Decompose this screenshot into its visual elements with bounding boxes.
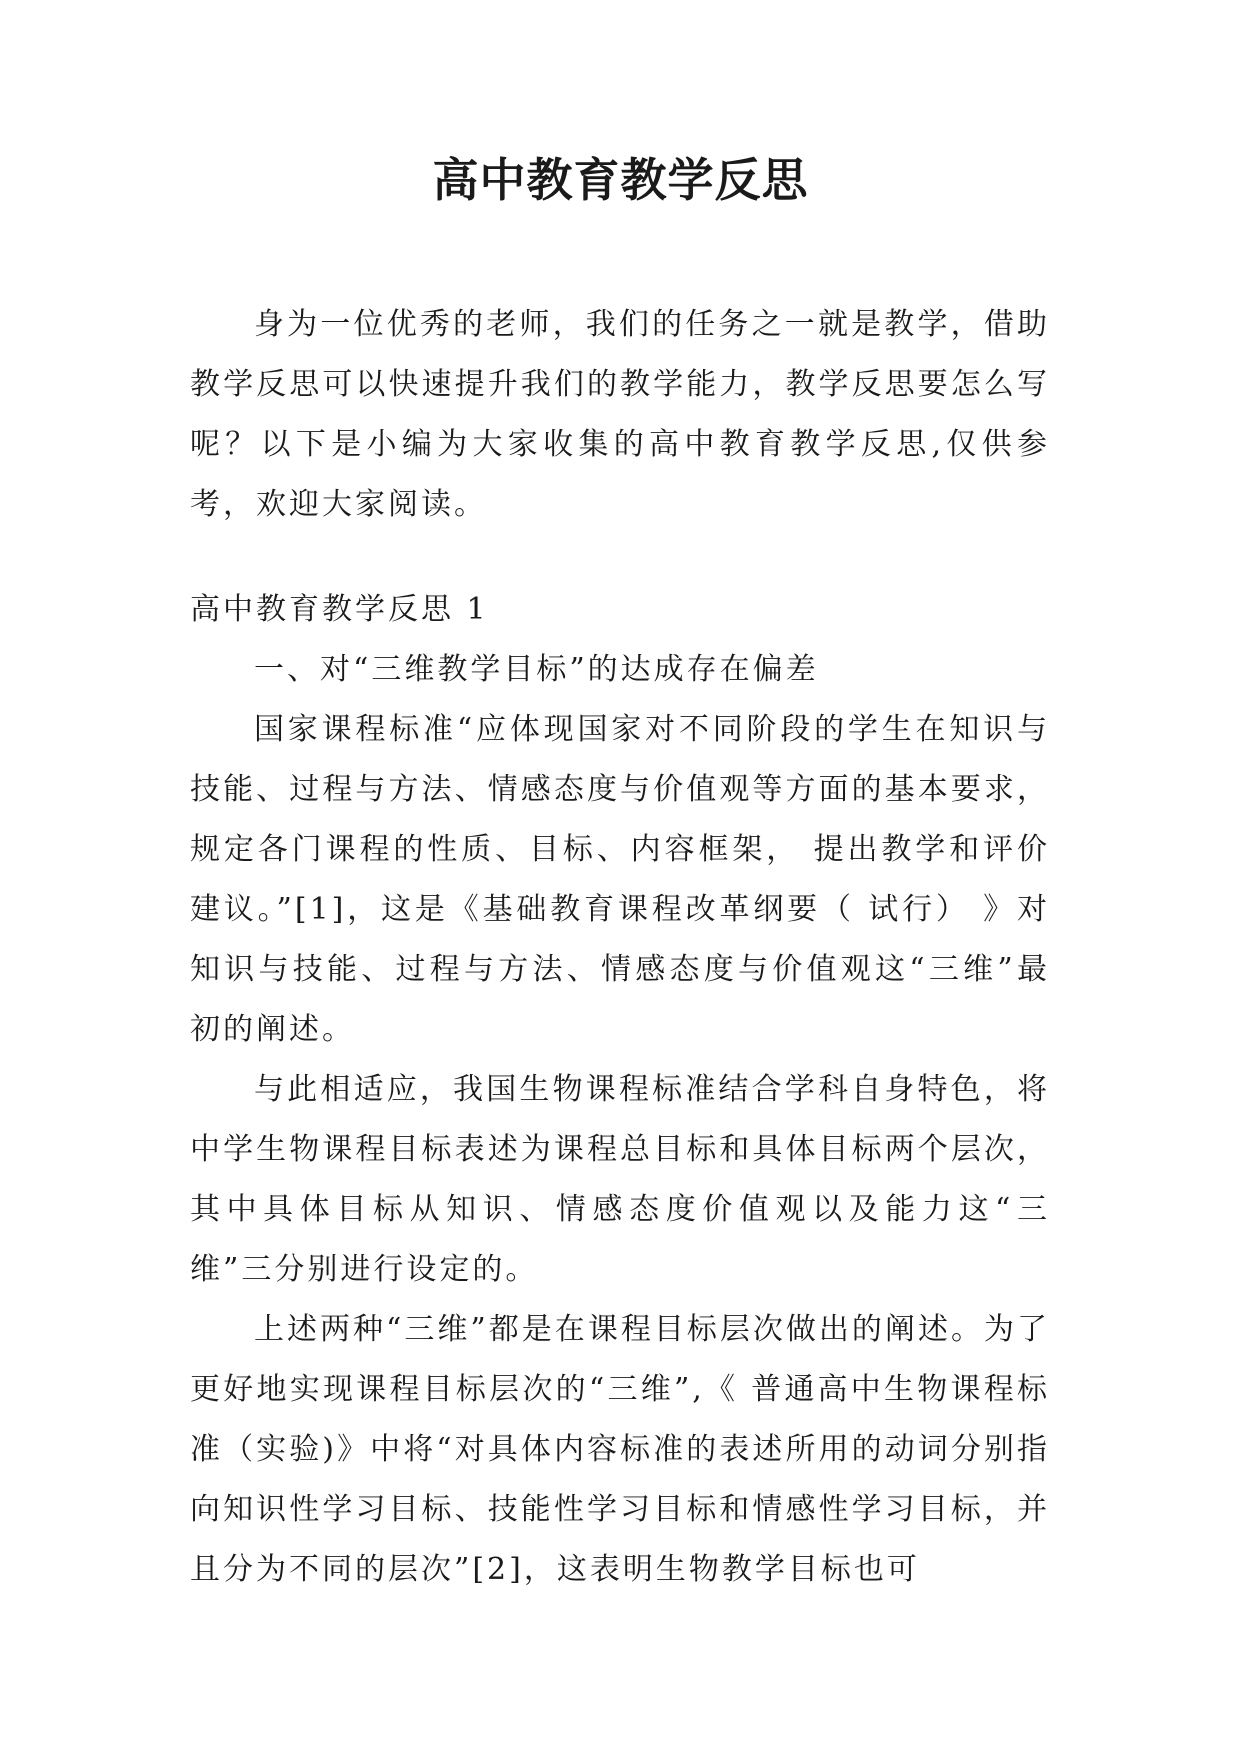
intro-block (190, 295, 1050, 535)
body-paragraph: 国家课程标准“应体现国家对不同阶段的学生在知识与技能、过程与方法、情感态度与价值观等方面的基本要求，规定各门课程的性质、目标、内容框架， 提出教学和评价建议。”[1]，这是《基础教育课程改革纲要（ 试行） 》对知识与技能、过程与方法、情感态度与价值观这“三维”最初的阐述。 (190, 712, 1050, 1047)
intro-paragraph: 身为一位优秀的老师，我们的任务之一就是教学，借助教学反思可以快速提升我们的教学能力，教学反思要怎么写呢？以下是小编为大家收集的高中教育教学反思,仅供参考，欢迎大家阅读。 (190, 307, 1050, 522)
body-paragraph: 上述两种“三维”都是在课程目标层次做出的阐述。为了更好地实现课程目标层次的“三维”,《 普通高中生物课程标准（实验)》中将“对具体内容标准的表述所用的动词分别指向知识性学习目标、技能性学习目标和情感性学习目标，并且分为不同的层次”[2]，这表明生物教学目标也可 (190, 1312, 1050, 1587)
section-heading: 高中教育教学反思 1 (190, 592, 489, 627)
document-title: 高中教育教学反思 (432, 153, 809, 207)
section-subheading: 一、对“三维教学目标”的达成存在偏差 (254, 652, 819, 687)
content-block (190, 580, 1050, 1600)
body-paragraph: 与此相适应，我国生物课程标准结合学科自身特色，将中学生物课程目标表述为课程总目标和具体目标两个层次，其中具体目标从知识、情感态度价值观以及能力这“三维”三分别进行设定的。 (190, 1072, 1050, 1287)
